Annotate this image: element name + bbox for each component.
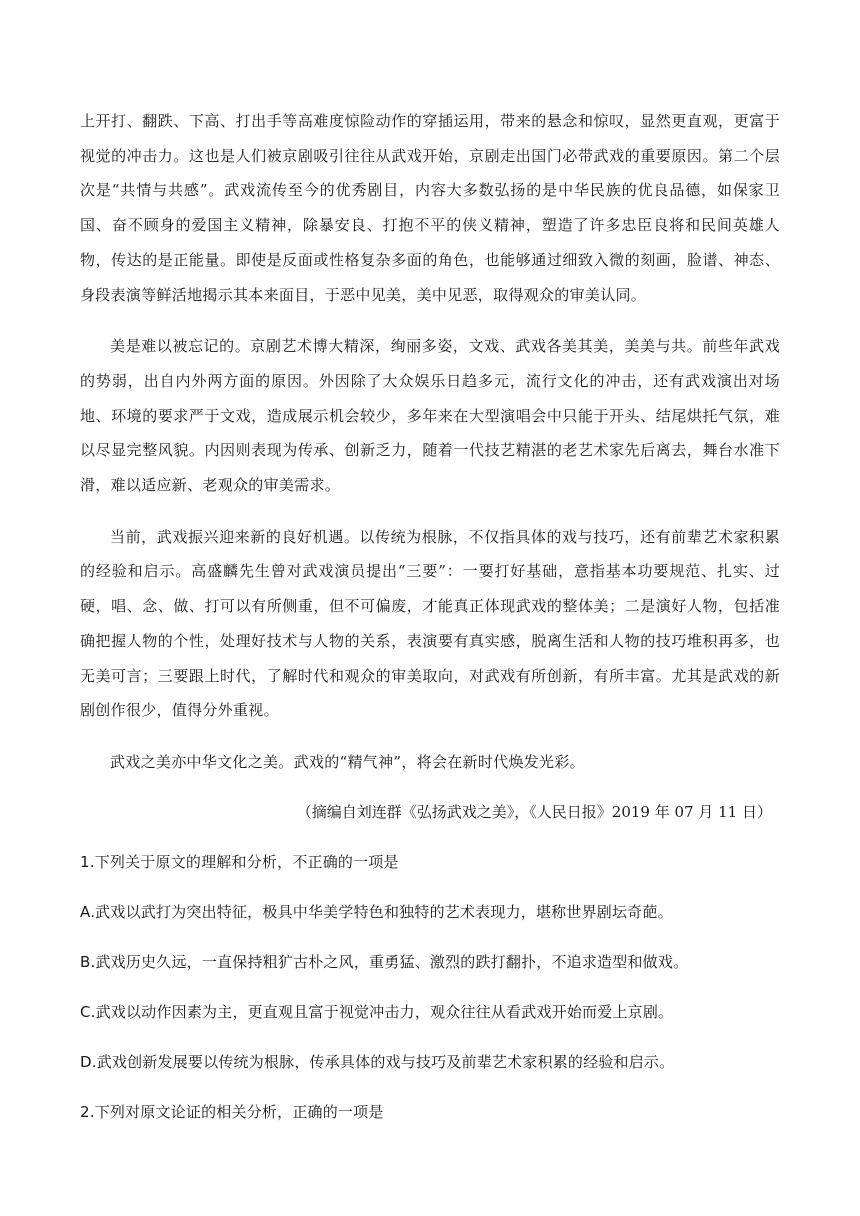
- passage-paragraph-2: 美是难以被忘记的。京剧艺术博大精深，绚丽多姿，文戏、武戏各美其美，美美与共。前些年武戏的势弱，出自内外两方面的原因。外因除了大众娱乐日趋多元，流行文化的冲击，还有武戏演出对场地、环境的要求严于文戏，造成展示机会较少，多年来在大型演唱会中只能于开头、结尾烘托气氛，难以尽显完整风貌。内因则表现为传承、创新乏力，随着一代技艺精湛的老艺术家先后离去，舞台水准下滑，难以适应新、老观众的审美需求。: [80, 337, 780, 495]
- question-1-stem: 1.下列关于原文的理解和分析，不正确的一项是: [80, 852, 399, 871]
- question-1-option-a: A.武戏以武打为突出特征，极具中华美学特色和独特的艺术表现力，堪称世界剧坛奇葩。: [80, 902, 673, 921]
- question-1-option-c: C.武戏以动作因素为主，更直观且富于视觉冲击力，观众往往从看武戏开始而爱上京剧。: [80, 1002, 674, 1021]
- passage-paragraph-4: 武戏之美亦中华文化之美。武戏的“精气神”，将会在新时代焕发光彩。: [110, 752, 585, 771]
- document-content: [80, 104, 780, 1129]
- passage-paragraph-1: 上开打、翻跌、下高、打出手等高难度惊险动作的穿插运用，带来的悬念和惊叹，显然更直观，更富于视觉的冲击力。这也是人们被京剧吸引往往从武戏开始，京剧走出国门必带武戏的重要原因。第二个层次是“共情与共感”。武戏流传至今的优秀剧目，内容大多数弘扬的是中华民族的优良品德，如保家卫国、奋不顾身的爱国主义精神，除暴安良、打抱不平的侠义精神，塑造了许多忠臣良将和民间英雄人物，传达的是正能量。即使是反面或性格复杂多面的角色，也能够通过细致入微的刻画，脸谱、神态、身段表演等鲜活地揭示其本来面目，于恶中见美，美中见恶，取得观众的审美认同。: [80, 112, 780, 304]
- passage-paragraph-3: 当前，武戏振兴迎来新的良好机遇。以传统为根脉，不仅指具体的戏与技巧，还有前辈艺术家积累的经验和启示。高盛麟先生曾对武戏演员提出“三要”：一要打好基础，意指基本功要规范、扎实、过硬，唱、念、做、打可以有所侧重，但不可偏废，才能真正体现武戏的整体美；二是演好人物，包括准确把握人物的个性，处理好技术与人物的关系，表演要有真实感，脱离生活和人物的技巧堆积再多，也无美可言；三要跟上时代，了解时代和观众的审美取向，对武戏有所创新，有所丰富。尤其是武戏的新剧创作很少，值得分外重视。: [80, 527, 780, 720]
- question-2-stem: 2.下列对原文论证的相关分析，正确的一项是: [80, 1102, 384, 1121]
- source-citation: （摘编自刘连群《弘扬武戏之美》，《人民日报》2019 年 07 月 11 日）: [296, 802, 772, 821]
- question-1-option-b: B.武戏历史久远，一直保持粗犷古朴之风，重勇猛、激烈的跌打翻扑，不追求造型和做戏。: [80, 952, 689, 971]
- question-1-option-d: D.武戏创新发展要以传统为根脉，传承具体的戏与技巧及前辈艺术家积累的经验和启示。: [80, 1052, 675, 1071]
